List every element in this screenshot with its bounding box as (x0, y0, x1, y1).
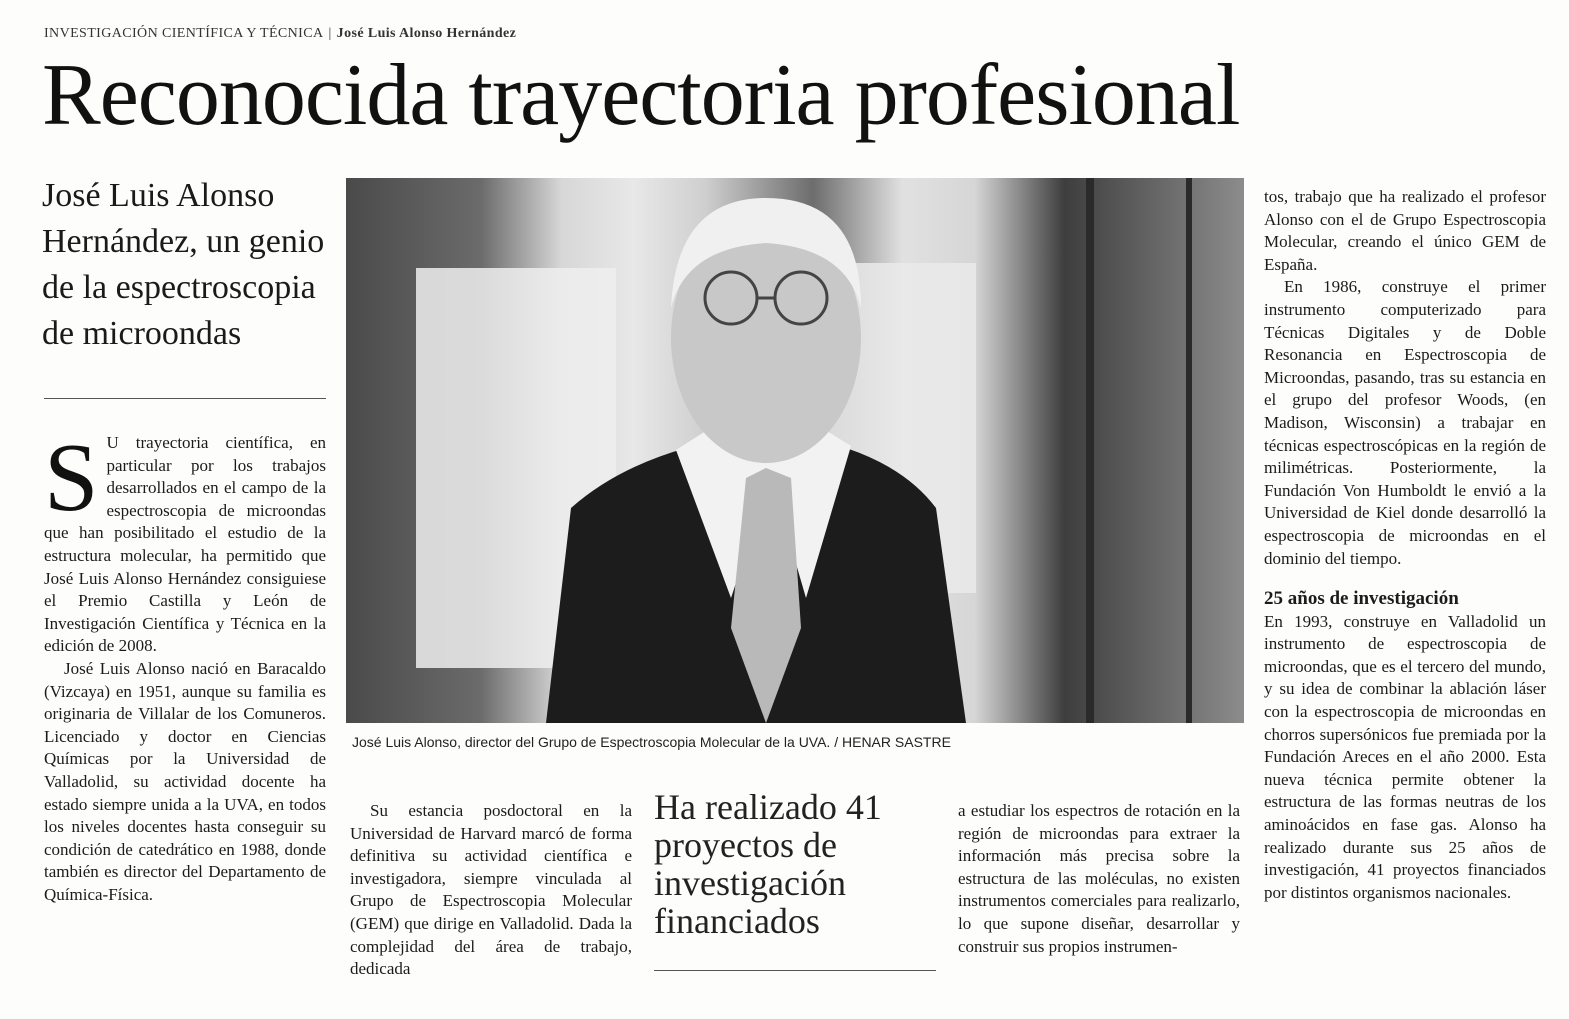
column-2 (350, 800, 632, 981)
subheadline: José Luis Alonso Hernández, un genio de la espectroscopia de microondas (42, 177, 325, 352)
col4-paragraph-1: tos, trabajo que ha realizado el profesor Alonso con el de Grupo Espectroscopia Molecular, creando el único GEM de España. (1264, 187, 1546, 274)
col4-paragraph-2: En 1986, construye el primer instrumento computerizado para Técnicas Digitales y de Doble Resonancia en Espectroscopia de Microondas, pasando, tras su estancia en el grupo del profesor Woods, (en Madison, Wisconsin) a trabajar en técnicas espectroscópicas en la región de milimétricas. Posteriormente, la Fundación Von Humboldt le envió a la Universidad de Kiel donde desarrolló la espectroscopia de microondas en el dominio del tiempo. (1264, 277, 1546, 568)
col1-paragraph-2: José Luis Alonso nació en Baracaldo (Vizcaya) en 1951, aunque su familia es originaria de Villalar de los Comuneros. Licenciado y doctor en Ciencias Químicas por la Universidad de Valladolid, su actividad docente ha estado siempre unida a la UVA, en todos los niveles docentes hasta conseguir su condición de catedrático en 1988, donde también es director del Departamento de Química-Física. (44, 658, 326, 904)
drop-cap: S (44, 424, 99, 532)
pull-quote-rule (654, 970, 936, 971)
col1-paragraph-1: U trayectoria científica, en particular por los trabajos desarrollados en el campo de la espectroscopia de microondas que han posibilitado el estudio de la estructura molecular, ha permitido que José Luis Alonso Hernández consiguiese el Premio Castilla y León de Investigación Científica y Técnica en la edición de 2008. (44, 433, 326, 656)
subhead-rule (44, 398, 326, 399)
col4-paragraph-3: En 1993, construye en Valladolid un instrumento de espectroscopia de microondas, que es el tercero del mundo, y su idea de combinar la ablación láser con la espectroscopia de microondas en chorros supersónicos fue premiada por la Fundación Areces en el año 2000. Esta nueva técnica permite obtener la estructura de las formas neutras de los aminoácidos en fase gas. Alonso ha realizado durante sus 25 años de investigación, 41 proyectos financiados por distintos organismos nacionales. (1264, 611, 1546, 902)
kicker-separator: | (328, 26, 332, 41)
headline: Reconocida trayectoria profesional (42, 47, 1240, 144)
pull-quote: Ha realizado 41 proyectos de investigación financiados (654, 787, 882, 941)
col4-subheading: 25 años de investigación (1264, 588, 1459, 610)
photo-caption: José Luis Alonso, director del Grupo de Espectroscopia Molecular de la UVA. / HENAR SASTRE (352, 734, 951, 750)
kicker (44, 26, 516, 42)
column-3 (958, 800, 1240, 958)
portrait-illustration (346, 178, 1244, 723)
col3-paragraph-1: a estudiar los espectros de rotación en la región de microondas para extraer la información más precisa sobre la estructura de las moléculas, no existen instrumentos comerciales para realizarlo, lo que supone diseñar, desarrollar y construir sus propios instrumen- (958, 801, 1240, 956)
col2-paragraph-1: Su estancia posdoctoral en la Universidad de Harvard marcó de forma definitiva su actividad científica e investigadora, siempre vinculada al Grupo de Espectroscopia Molecular (GEM) que dirige en Valladolid. Dada la complejidad del área de trabajo, dedicada (350, 801, 632, 979)
portrait-photo (346, 178, 1244, 723)
kicker-section: INVESTIGACIÓN CIENTÍFICA Y TÉCNICA (44, 26, 324, 41)
column-4 (1264, 186, 1546, 904)
kicker-author: José Luis Alonso Hernández (336, 26, 517, 41)
column-1 (44, 424, 326, 906)
